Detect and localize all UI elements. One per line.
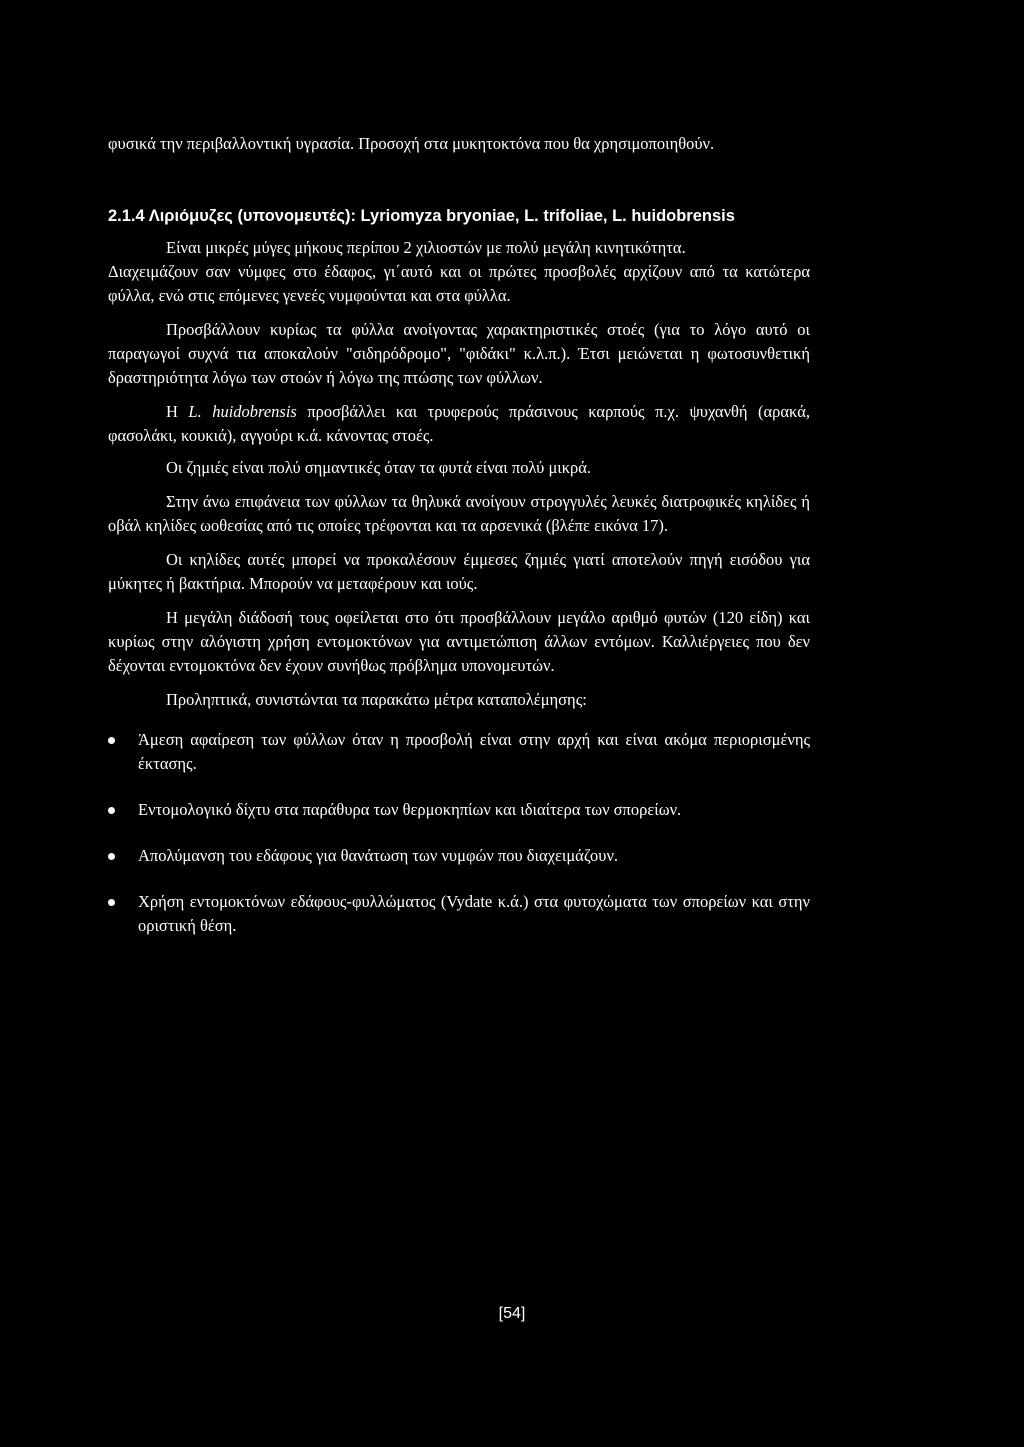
- p3-rest: προσβάλλει και τρυφερούς πράσινους καρπούς π.χ. ψυχανθή (αρακά, φασολάκι, κουκιά), αγγούρι κ.ά. κάνοντας στοές.: [108, 402, 810, 445]
- intro-paragraph: φυσικά την περιβαλλοντική υγρασία. Προσοχή στα μυκητοκτόνα που θα χρησιμοποιηθούν.: [108, 134, 715, 153]
- paragraph-overwintering: Διαχειμάζουν σαν νύμφες στο έδαφος, γι΄αυτό και οι πρώτες προσβολές αρχίζουν από τα κατώτερα φύλλα, ενώ στις επόμενες γενεές νυμφούνται και στα φύλλα.: [108, 262, 810, 305]
- measure-text: Εντομολογικό δίχτυ στα παράθυρα των θερμοκηπίων και ιδιαίτερα των σπορείων.: [138, 800, 682, 819]
- paragraph-young-plants: Οι ζημιές είναι πολύ σημαντικές όταν τα φυτά είναι πολύ μικρά.: [166, 458, 592, 477]
- list-item: [108, 798, 810, 822]
- paragraph-size: Είναι μικρές μύγες μήκους περίπου 2 χιλιοστών με πολύ μεγάλη κινητικότητα.: [166, 238, 686, 257]
- section-heading: [108, 204, 810, 228]
- measures-list: [108, 728, 810, 938]
- section-title-latin: Lyriomyza bryoniae, L. trifoliae, L. huidobrensis: [360, 207, 735, 225]
- page-number: [54]: [498, 1305, 526, 1322]
- paragraph-spots: Στην άνω επιφάνεια των φύλλων τα θηλυκά ανοίγουν στρογγυλές λευκές διατροφικές κηλίδες ή οβάλ κηλίδες ωοθεσίας από τις οποίες τρέφονται και τα αρσενικά (βλέπε εικόνα 17).: [108, 492, 810, 535]
- paragraph-huidobrensis: [108, 400, 810, 448]
- p3-prefix: Η: [166, 402, 189, 421]
- paragraph-damage-mines: Προσβάλλουν κυρίως τα φύλλα ανοίγοντας χαρακτηριστικές στοές (για το λόγο αυτό οι παραγωγοί συχνά τια αποκαλούν "σιδηρόδρομο", "φιδάκι" κ.λ.π.). Έτσι μειώνεται η φωτοσυνθετική δραστηριότητα λόγω των στοών ή λόγω της πτώσης των φύλλων.: [108, 320, 810, 387]
- measure-text: Χρήση εντομοκτόνων εδάφους-φυλλώματος (Vydate κ.ά.) στα φυτοχώματα των σπορείων και στην οριστική θέση.: [138, 892, 810, 935]
- paragraph-spread: Η μεγάλη διάδοσή τους οφείλεται στο ότι προσβάλλουν μεγάλο αριθμό φυτών (120 είδη) και κυρίως στην αλόγιστη χρήση εντομοκτόνων για αντιμετώπιση άλλων εντόμων. Καλλιέργειες που δεν δέχονται εντομοκτόνα δεν έχουν συνήθως πρόβλημα υπονομευτών.: [108, 608, 810, 675]
- section-title-greek: Λιριόμυζες (υπονομευτές):: [148, 207, 356, 225]
- bullet-icon: [108, 899, 115, 906]
- species-name: L. huidobrensis: [188, 402, 297, 421]
- measure-text: Απολύμανση του εδάφους για θανάτωση των νυμφών που διαχειμάζουν.: [138, 846, 619, 865]
- list-item: [108, 890, 810, 938]
- list-item: [108, 844, 810, 868]
- measure-text: Άμεση αφαίρεση των φύλλων όταν η προσβολή είναι στην αρχή και είναι ακόμα περιορισμένης έκτασης.: [138, 730, 810, 773]
- page-content: [108, 132, 810, 938]
- paragraph-indirect-damage: Οι κηλίδες αυτές μπορεί να προκαλέσουν έμμεσες ζημιές γιατί αποτελούν πηγή εισόδου για μύκητες ή βακτήρια. Μπορούν να μεταφέρουν και ιούς.: [108, 550, 810, 593]
- list-item: [108, 728, 810, 776]
- section-number: 2.1.4: [108, 207, 145, 225]
- bullet-icon: [108, 807, 115, 814]
- bullet-icon: [108, 853, 115, 860]
- paragraph-measures-intro: Προληπτικά, συνιστώνται τα παρακάτω μέτρα καταπολέμησης:: [166, 690, 587, 709]
- bullet-icon: [108, 737, 115, 744]
